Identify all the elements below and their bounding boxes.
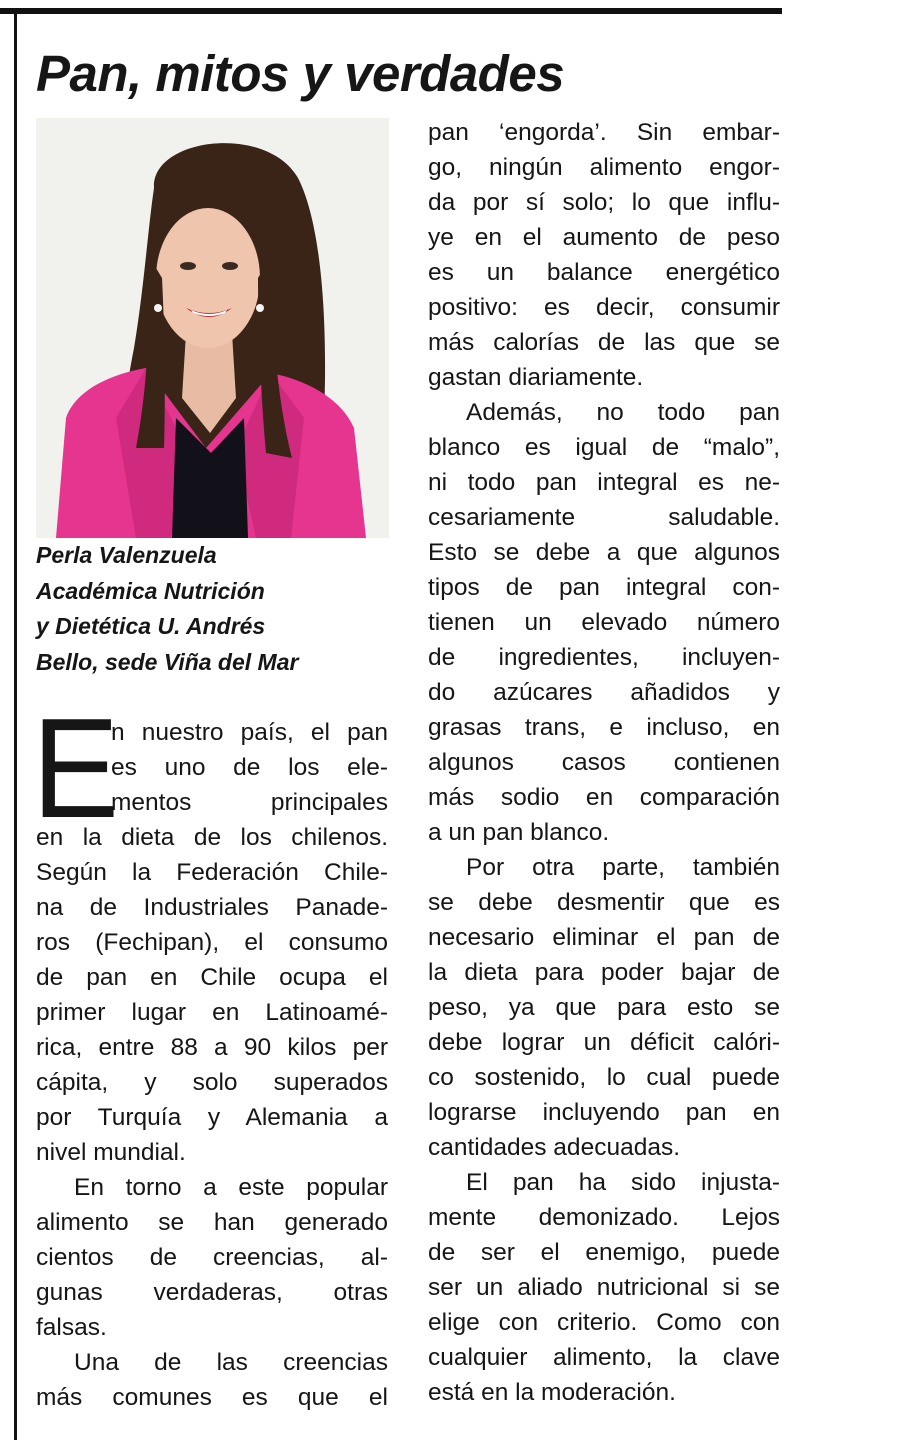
right-column-line: Por otra parte, también [466, 854, 780, 881]
left-rule [14, 8, 17, 1440]
caption-line: Académica Nutrición [36, 577, 265, 604]
right-column-line: Esto se debe a que algunos [428, 539, 780, 566]
right-column-line: cesariamente saludable. [428, 504, 780, 531]
right-column-line: la dieta para poder bajar de [428, 959, 780, 986]
right-column-line: tienen un elevado número [428, 609, 780, 636]
left-column-line: más comunes es que el [36, 1384, 388, 1411]
left-column-line: es uno de los ele- [111, 754, 388, 781]
left-column-line: mentos principales [111, 789, 388, 816]
left-column-line: falsas. [36, 1314, 107, 1341]
left-column-line: gunas verdaderas, otras [36, 1279, 388, 1306]
right-column-line: pan ‘engorda’. Sin embar- [428, 119, 780, 146]
caption-line: y Dietética U. Andrés [36, 613, 266, 639]
right-column-line: elige con criterio. Como con [428, 1309, 780, 1336]
right-column-line: positivo: es decir, consumir [428, 294, 780, 321]
right-column-line: necesario eliminar el pan de [428, 924, 780, 951]
right-column-line: co sostenido, lo cual puede [428, 1064, 780, 1091]
photo-caption [36, 538, 396, 680]
author-photo [36, 118, 389, 538]
right-column-line: mente demonizado. Lejos [428, 1204, 780, 1231]
right-column-line: cualquier alimento, la clave [428, 1344, 780, 1371]
left-column-line: nivel mundial. [36, 1139, 186, 1166]
left-column-line: ros (Fechipan), el consumo [36, 929, 388, 956]
right-column-line: se debe desmentir que es [428, 889, 780, 916]
caption-line: Perla Valenzuela [36, 542, 217, 568]
right-column-line: más calorías de las que se [428, 329, 780, 356]
right-column-line: ye en el aumento de peso [428, 224, 780, 251]
caption-line: Bello, sede Viña del Mar [36, 648, 299, 675]
right-column-line: cantidades adecuadas. [428, 1134, 680, 1161]
right-column-line: Además, no todo pan [466, 399, 780, 426]
left-column-line: na de Industriales Panade- [36, 894, 388, 921]
right-column-line: lograrse incluyendo pan en [428, 1099, 780, 1126]
left-column-line: cientos de creencias, al- [36, 1244, 388, 1271]
left-column-line: primer lugar en Latinoamé- [36, 999, 388, 1026]
left-column-line: por Turquía y Alemania a [36, 1104, 388, 1131]
left-column-line: En torno a este popular [74, 1174, 388, 1201]
right-column-line: go, ningún alimento engor- [428, 154, 780, 181]
right-column-line: más sodio en comparación [428, 784, 780, 811]
right-column-line: está en la moderación. [428, 1379, 676, 1406]
left-column-line: en la dieta de los chilenos. [36, 824, 388, 851]
left-column-line: alimento se han generado [36, 1209, 388, 1236]
left-column-line: Una de las creencias [74, 1349, 388, 1376]
left-column-line: n nuestro país, el pan [111, 719, 388, 746]
left-column-line: cápita, y solo superados [36, 1069, 388, 1096]
headline: Pan, mitos y verdades [36, 45, 565, 102]
right-column-line: algunos casos contienen [428, 749, 780, 776]
right-column-line: de ingredientes, incluyen- [428, 644, 780, 671]
right-column-line: El pan ha sido injusta- [466, 1169, 780, 1196]
right-column-line: do azúcares añadidos y [428, 679, 780, 706]
right-column-line: de ser el enemigo, puede [428, 1239, 780, 1266]
top-rule [0, 8, 782, 14]
left-column-line: de pan en Chile ocupa el [36, 964, 388, 991]
drop-cap: E [32, 689, 120, 848]
right-column-line: es un balance energético [428, 259, 780, 286]
right-column-line: da por sí solo; lo que influ- [428, 189, 780, 216]
right-column-line: grasas trans, e incluso, en [428, 714, 780, 741]
right-column-line: debe lograr un déficit calóri- [428, 1029, 780, 1056]
right-column-line: gastan diariamente. [428, 364, 644, 391]
right-column-line: blanco es igual de “malo”, [428, 434, 780, 461]
left-column-line: rica, entre 88 a 90 kilos per [36, 1034, 388, 1061]
right-column-line: peso, ya que para esto se [428, 994, 780, 1021]
right-column-line: tipos de pan integral con- [428, 574, 780, 601]
right-column-line: ni todo pan integral es ne- [428, 469, 780, 496]
left-column-line: Según la Federación Chile- [36, 859, 388, 886]
right-column-line: a un pan blanco. [428, 819, 610, 846]
right-column-line: ser un aliado nutricional si se [428, 1274, 780, 1301]
